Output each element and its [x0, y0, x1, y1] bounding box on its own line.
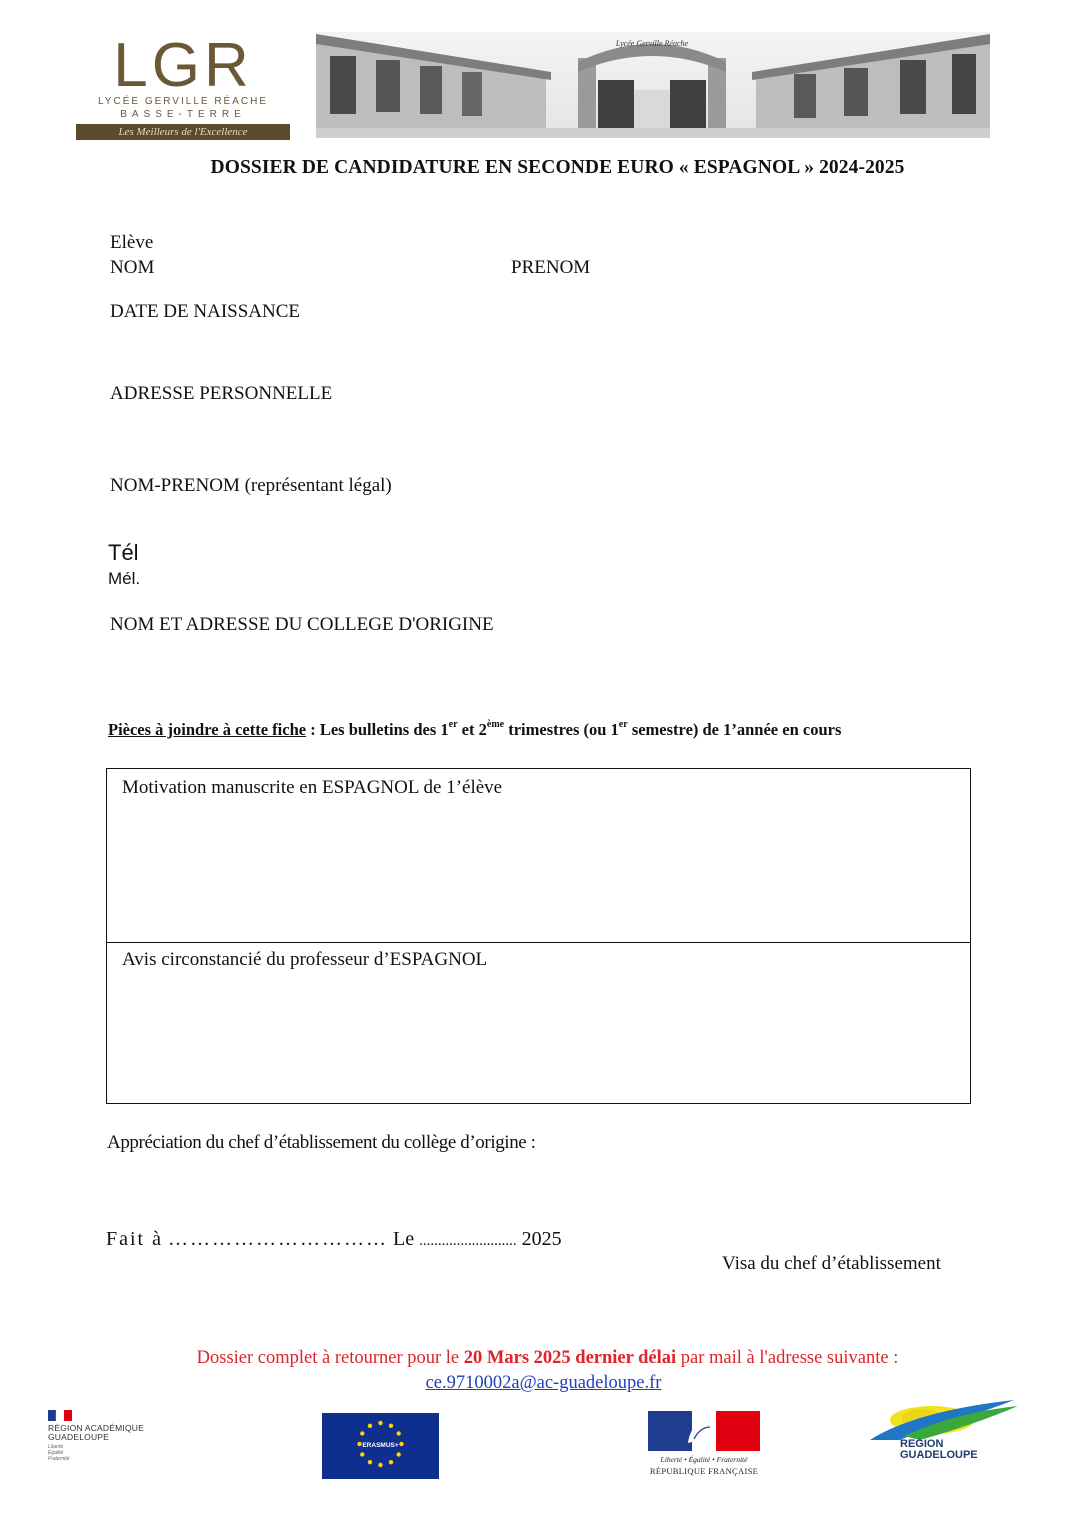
logo-school-name: LYCÉE GERVILLE RÉACHE: [97, 96, 268, 107]
logo-motto: Les Meilleurs de l'Excellence: [76, 124, 290, 140]
attachments-label: Pièces à joindre à cette fiche: [108, 720, 307, 739]
prenom-label: PRENOM: [511, 257, 591, 278]
region-academique-motto: Liberté Égalité Fraternité: [48, 1444, 70, 1462]
marianne-icon: [648, 1409, 760, 1453]
motivation-box-label: Motivation manuscrite en ESPAGNOL de 1’élève: [122, 777, 503, 798]
contact-email-link[interactable]: ce.9710002a@ac-guadeloupe.fr: [425, 1373, 662, 1393]
rf-motto: Liberté • Égalité • Fraternité: [660, 1455, 748, 1464]
region-academique-logo: [48, 1410, 158, 1470]
le-label: Le: [393, 1228, 415, 1250]
nom-label: NOM: [110, 257, 155, 278]
eleve-label: Elève: [110, 232, 154, 253]
guadeloupe-butterfly-icon: [864, 1392, 1020, 1440]
deadline-notice: Dossier complet à retourner pour le 20 Mars 2025 dernier délai par mail à l'adresse suivante :: [196, 1348, 899, 1368]
signature-year: 2025: [521, 1228, 562, 1250]
deadline-date: 20 Mars 2025 dernier délai: [463, 1348, 677, 1368]
box-divider: [107, 942, 970, 943]
fait-dots: …………………………: [168, 1228, 388, 1250]
college-label: NOM ET ADRESSE DU COLLEGE D'ORIGINE: [110, 614, 494, 635]
school-logo: [72, 31, 294, 140]
republique-francaise-logo: [648, 1409, 760, 1479]
page-title: DOSSIER DE CANDIDATURE EN SECONDE EURO « ESPAGNOL » 2024-2025: [210, 157, 905, 178]
photo-sign-text: Lycée Gerville Réache: [615, 39, 689, 48]
attachments-note: Pièces à joindre à cette fiche : Les bulletins des 1er et 2ème trimestres (ou 1er semestre) de 1’année en cours: [108, 719, 842, 739]
email-label: Mél.: [108, 569, 141, 588]
principal-appreciation-label: Appréciation du chef d’établissement du collège d’origine :: [107, 1132, 536, 1153]
fait-label: Fait à: [106, 1228, 163, 1250]
region-guadeloupe-name: REGION GUADELOUPE: [900, 1438, 978, 1461]
logo-city: BASSE-TERRE: [120, 109, 246, 120]
guardian-name-label: NOM-PRENOM (représentant légal): [110, 475, 392, 496]
address-label: ADRESSE PERSONNELLE: [110, 383, 333, 404]
teacher-opinion-label: Avis circonstancié du professeur d’ESPAGNOL: [122, 949, 488, 970]
comment-boxes: [106, 768, 971, 1104]
erasmus-text: ERASMUS+: [362, 1442, 399, 1449]
le-dots: ..........................: [419, 1233, 517, 1249]
region-academique-name: RÉGION ACADÉMIQUE GUADELOUPE: [48, 1423, 144, 1442]
school-entrance-photo: [316, 32, 990, 138]
visa-label: Visa du chef d’établissement: [722, 1253, 941, 1274]
phone-label: Tél: [108, 540, 139, 565]
french-flag-icon: [48, 1410, 72, 1421]
signature-line: [106, 1228, 562, 1251]
birth-date-label: DATE DE NAISSANCE: [110, 301, 300, 322]
region-guadeloupe-logo: [864, 1392, 1020, 1482]
erasmus-eu-flag: [322, 1413, 439, 1479]
logo-letters: LGR: [113, 31, 253, 100]
rf-name: RÉPUBLIQUE FRANÇAISE: [649, 1466, 759, 1476]
